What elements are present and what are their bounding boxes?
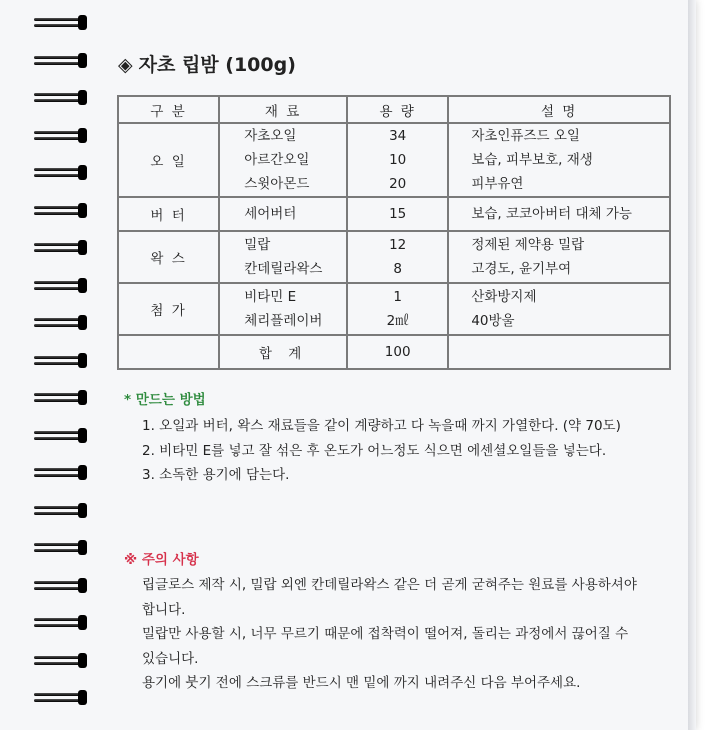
material-item: 스윗아몬드 <box>244 176 310 192</box>
material-cell <box>219 197 347 231</box>
header-material: 재 료 <box>219 96 347 123</box>
total-empty-cell <box>118 335 219 369</box>
howto-step: 2. 비타민 E를 넣고 잘 섞은 후 온도가 어느정도 식으면 에센셜오일들을 넣는다. <box>142 442 607 459</box>
spiral-ring <box>34 202 90 218</box>
amount-item: 8 <box>393 261 402 277</box>
caution-line: 있습니다. <box>142 650 199 667</box>
material-item: 아르간오일 <box>244 152 310 168</box>
spiral-ring <box>34 464 90 480</box>
total-amount: 100 <box>347 335 448 369</box>
material-cell <box>219 231 347 283</box>
material-item: 칸데릴라왁스 <box>244 261 323 277</box>
table-row <box>118 123 670 197</box>
amount-cell <box>347 123 448 197</box>
header-category: 구 분 <box>118 96 219 123</box>
amount-item: 12 <box>389 237 407 253</box>
description-item: 자초인퓨즈드 오일 <box>471 128 580 144</box>
header-amount: 용 량 <box>347 96 448 123</box>
spiral-ring <box>34 14 90 30</box>
spiral-ring <box>34 164 90 180</box>
table-header-row <box>118 96 670 123</box>
amount-cell <box>347 197 448 231</box>
spiral-ring <box>34 577 90 593</box>
category-cell: 오 일 <box>118 123 219 197</box>
table-row <box>118 283 670 335</box>
table-row <box>118 197 670 231</box>
howto-step: 1. 오일과 버터, 왁스 재료들을 같이 계량하고 다 녹을때 까지 가열한다. (약 70도) <box>142 418 621 434</box>
material-item: 자초오일 <box>244 128 297 144</box>
description-item: 보습, 코코아버터 대체 가능 <box>471 206 632 222</box>
amount-item: 1 <box>393 289 402 305</box>
total-label: 합 계 <box>219 335 347 369</box>
spiral-ring <box>34 427 90 443</box>
spiral-ring <box>34 127 90 143</box>
caution-line: 밀랍만 사용할 시, 너무 무르기 때문에 접착력이 떨어져, 돌리는 과정에서 끊어질 수 <box>142 626 629 642</box>
spiral-ring <box>34 652 90 668</box>
description-item: 피부유연 <box>471 176 524 192</box>
spiral-ring <box>34 89 90 105</box>
material-item: 밀랍 <box>244 237 271 253</box>
amount-cell <box>347 231 448 283</box>
diamond-icon: ◈ <box>118 54 133 76</box>
material-item: 비타민 E <box>244 289 297 305</box>
description-item: 보습, 피부보호, 재생 <box>471 152 593 168</box>
spiral-binding <box>0 0 95 730</box>
description-cell <box>448 123 670 197</box>
spiral-ring <box>34 314 90 330</box>
category-cell: 버 터 <box>118 197 219 231</box>
amount-item: 20 <box>389 176 407 192</box>
caution-notes <box>142 573 652 696</box>
spiral-ring <box>34 539 90 555</box>
amount-cell <box>347 283 448 335</box>
spiral-ring <box>34 239 90 255</box>
material-cell <box>219 123 347 197</box>
description-cell <box>448 231 670 283</box>
page-title <box>118 50 296 77</box>
description-cell <box>448 283 670 335</box>
amount-item: 34 <box>389 128 407 144</box>
total-description-empty <box>448 335 670 369</box>
material-item: 체리플레이버 <box>244 313 323 329</box>
total-row <box>118 335 670 369</box>
page-title-text: 자초 립밤 (100g) <box>138 54 296 76</box>
howto-title: * 만드는 방법 <box>124 392 206 408</box>
howto-steps <box>142 414 621 488</box>
caution-line: 립글로스 제작 시, 밀랍 외엔 칸데릴라왁스 같은 더 곧게 굳혀주는 원료를 사용하셔야 <box>142 577 637 593</box>
description-item: 고경도, 윤기부여 <box>471 261 572 277</box>
amount-item: 10 <box>389 152 407 168</box>
description-cell <box>448 197 670 231</box>
description-item: 정제된 제약용 밀랍 <box>471 237 585 253</box>
howto-step: 3. 소독한 용기에 담는다. <box>142 467 290 483</box>
spiral-ring <box>34 614 90 630</box>
table-row <box>118 231 670 283</box>
spiral-ring <box>34 277 90 293</box>
spiral-ring <box>34 389 90 405</box>
recipe-table <box>117 95 671 370</box>
category-cell: 첨 가 <box>118 283 219 335</box>
caution-line: 합니다. <box>142 601 186 618</box>
caution-title: ※ 주의 사항 <box>124 552 199 568</box>
spiral-ring <box>34 502 90 518</box>
spiral-ring <box>34 689 90 705</box>
material-cell <box>219 283 347 335</box>
spiral-ring <box>34 52 90 68</box>
amount-item: 15 <box>389 206 407 222</box>
material-item: 세어버터 <box>244 206 297 222</box>
header-description: 설 명 <box>448 96 670 123</box>
description-item: 산화방지제 <box>471 289 537 305</box>
amount-item: 2㎖ <box>386 313 409 329</box>
description-item: 40방울 <box>471 313 515 329</box>
category-cell: 왁 스 <box>118 231 219 283</box>
caution-line: 용기에 붓기 전에 스크류를 반드시 맨 밑에 까지 내려주신 다음 부어주세요. <box>142 675 581 691</box>
spiral-ring <box>34 352 90 368</box>
page-edge <box>688 0 696 730</box>
